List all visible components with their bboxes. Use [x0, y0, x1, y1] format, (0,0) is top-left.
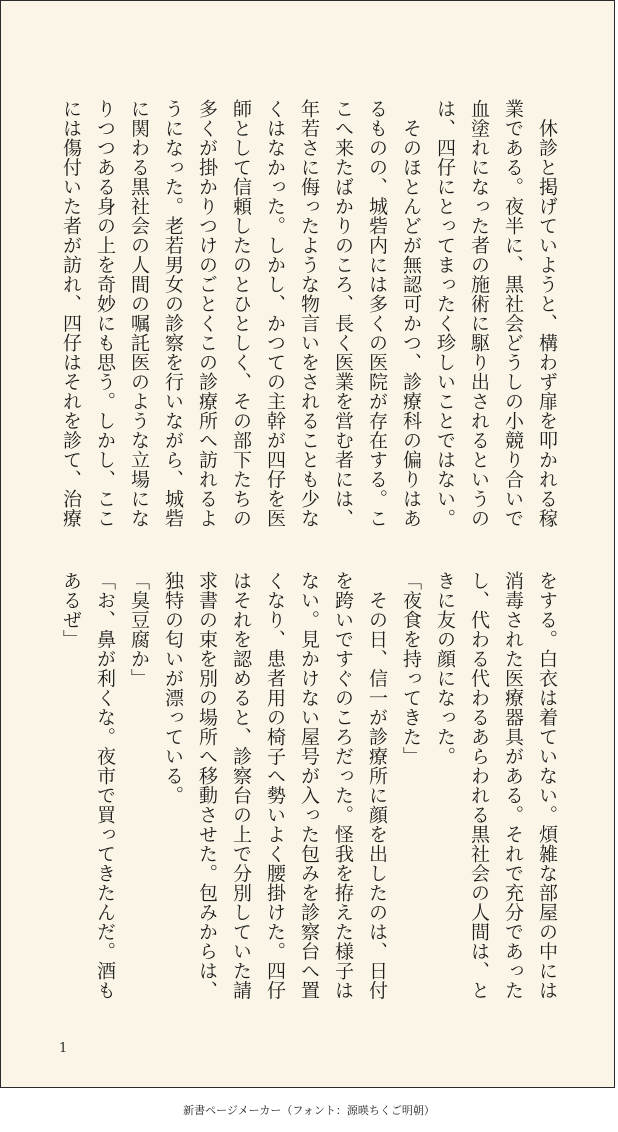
footer-credit: 新書ページメーカー（フォント：源暎ちくご明朝）	[183, 1104, 435, 1117]
top-text-block	[54, 99, 564, 539]
page-number: 1	[59, 1041, 68, 1056]
paragraph: をする。白衣は着ていない。煩雑な部屋の中には消毒された医療器具がある。それで充分であったし、代わる代わるあらわれる黒社会の人間は、ときに友の顔になった。	[434, 571, 558, 1000]
paragraph: その日、信一が診療所に顔を出したのは、日付を跨いですぐのころだった。怪我を拵えた様子はない。見かけない屋号が入った包みを診察台へ置くなり、患者用の椅子へ勢いよく腰掛けた。四仔はそれを認めると、診察台の上で分別していた請求書の束を別の場所へ移動させた。包みからは、独特の匂いが漂っている。	[162, 571, 388, 1000]
dialogue-line: 「夜食を持ってきた」	[400, 571, 422, 766]
dialogue-line: 「臭豆腐か」	[128, 571, 150, 688]
dialogue-line: 「お、鼻が利くな。夜市で買ってきたんだ。酒もあるぜ」	[60, 571, 116, 1000]
paragraph: そのほとんどが無認可かつ、診療科の偏りはあるものの、城砦内には多くの医院が存在する。ここへ来たばかりのころ、長く医業を営む者には、年若さに侮ったような物言いをされることも少なくはなかった。しかし、かつての主幹が四仔を医師として信頼したのとひとしく、その部下たちの多くが掛かりつけのごとくこの診療所へ訪れるようになった。老若男女の診察を行いながら、城砦に関わる黒社会の人間の嘱託医のような立場になりつつある身の上を奇妙にも思う。しかし、ここには傷付いた者が訪れ、四仔はそれを診て、治療	[60, 99, 422, 528]
bottom-text-block	[54, 571, 564, 1011]
paragraph: 休診と掲げていようと、構わず扉を叩かれる稼業である。夜半に、黒社会どうしの小競り合いで血塗れになった者の施術に駆り出されるというのは、四仔にとってまったく珍しいことではない。	[434, 99, 558, 528]
